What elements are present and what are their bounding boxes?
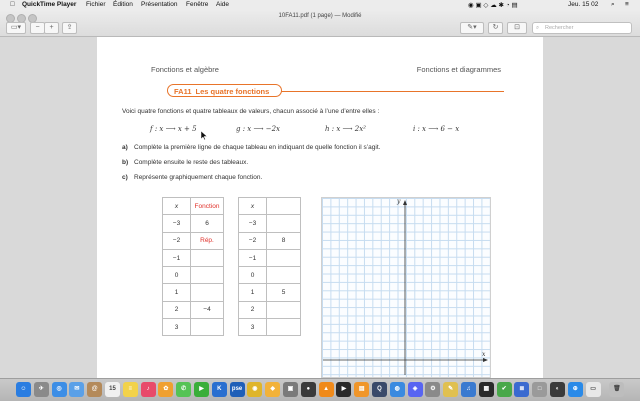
section-title-pill bbox=[167, 84, 282, 97]
table-cell-function-label[interactable] bbox=[267, 198, 301, 215]
question-letter: b) bbox=[122, 159, 129, 166]
menu-app-name[interactable]: QuickTime Player bbox=[22, 1, 77, 8]
function-i: i : x ⟶ 6 − x bbox=[413, 125, 460, 133]
dock-app-blue-icon[interactable]: ≣ bbox=[514, 382, 529, 397]
graph-axes bbox=[321, 197, 491, 378]
dock-app-gray-icon[interactable]: □ bbox=[532, 382, 547, 397]
dock-calendar-icon[interactable]: 15 bbox=[105, 382, 120, 397]
function-g: g : x ⟶ −2x bbox=[236, 125, 280, 133]
function-f: f : x ⟶ x + 5 bbox=[150, 125, 197, 133]
dock-camera-icon[interactable]: ● bbox=[301, 382, 316, 397]
table-row bbox=[163, 284, 224, 301]
dock-launchpad-icon[interactable]: ✈ bbox=[34, 382, 49, 397]
question-text: Complète la première ligne de chaque tableau en indiquant de quelle fonction il s’agit. bbox=[134, 144, 381, 151]
table-cell: x bbox=[239, 198, 267, 215]
dock-app-dark-icon[interactable]: ◐ bbox=[550, 382, 565, 397]
dock-activity-icon[interactable]: ▦ bbox=[479, 382, 494, 397]
table-row bbox=[239, 215, 301, 232]
question-a bbox=[122, 144, 380, 151]
table-row bbox=[239, 267, 301, 284]
table-cell[interactable]: 5 bbox=[267, 284, 301, 301]
table-row bbox=[163, 267, 224, 284]
x-axis-label: x bbox=[482, 351, 486, 358]
table-cell: 3 bbox=[239, 319, 267, 336]
table-cell[interactable] bbox=[191, 284, 224, 301]
table-row bbox=[239, 284, 301, 301]
menu-aide[interactable]: Aide bbox=[216, 1, 230, 8]
table-cell[interactable] bbox=[267, 319, 301, 336]
table-row bbox=[163, 232, 224, 249]
table-cell[interactable] bbox=[191, 267, 224, 284]
dock-app-green-icon[interactable]: ✔ bbox=[497, 382, 512, 397]
dock-facetime-icon[interactable]: ▶ bbox=[194, 382, 209, 397]
question-b bbox=[122, 159, 248, 166]
dock-finder-icon[interactable]: ☺ bbox=[16, 382, 31, 397]
table-cell: 1 bbox=[239, 284, 267, 301]
table-row bbox=[163, 215, 224, 232]
value-table-2 bbox=[238, 197, 301, 336]
table-cell: 2 bbox=[239, 301, 267, 318]
table-row bbox=[163, 198, 224, 215]
table-row bbox=[239, 319, 301, 336]
table-cell-function-label[interactable]: Fonction bbox=[191, 198, 224, 215]
question-c bbox=[122, 174, 262, 181]
table-row bbox=[239, 232, 301, 249]
mouse-cursor-icon bbox=[201, 131, 207, 140]
dock-mail-icon[interactable]: ✉ bbox=[69, 382, 84, 397]
table-cell: −1 bbox=[239, 249, 267, 266]
table-cell: x bbox=[163, 198, 191, 215]
search-input[interactable] bbox=[532, 22, 632, 34]
section-code: FA11 bbox=[174, 87, 192, 96]
dock-chrome-icon[interactable]: ◉ bbox=[247, 382, 262, 397]
dock-vlc-icon[interactable]: ▲ bbox=[319, 382, 334, 397]
search-icon: ⌕ bbox=[536, 25, 540, 31]
table-cell: 0 bbox=[239, 267, 267, 284]
table-cell[interactable]: 6 bbox=[191, 215, 224, 232]
table-cell[interactable]: 8 bbox=[267, 232, 301, 249]
table-cell[interactable] bbox=[191, 249, 224, 266]
table-cell: −1 bbox=[163, 249, 191, 266]
clock[interactable]: Jeu. 15 02 bbox=[568, 1, 599, 8]
table-cell[interactable] bbox=[267, 249, 301, 266]
table-cell-answer[interactable]: Rép. bbox=[191, 232, 224, 249]
dock-music2-icon[interactable]: ♫ bbox=[461, 382, 476, 397]
apple-menu-icon[interactable] bbox=[10, 1, 15, 8]
question-text: Représente graphiquement chaque fonction. bbox=[134, 174, 263, 181]
dock-pencil-icon[interactable]: ✎ bbox=[443, 382, 458, 397]
dock bbox=[0, 378, 640, 401]
header-right: Fonctions et diagrammes bbox=[416, 65, 501, 74]
dock-contacts-icon[interactable]: @ bbox=[87, 382, 102, 397]
table-cell[interactable]: −4 bbox=[191, 301, 224, 318]
canvas-left-margin bbox=[0, 37, 97, 378]
table-cell[interactable] bbox=[267, 215, 301, 232]
menu-presentation[interactable]: Présentation bbox=[141, 1, 178, 8]
table-cell: −2 bbox=[239, 232, 267, 249]
table-row bbox=[239, 301, 301, 318]
question-letter: c) bbox=[122, 174, 128, 181]
table-row bbox=[163, 249, 224, 266]
rotate-icon[interactable]: ↻ bbox=[488, 22, 503, 34]
notification-center-icon[interactable]: ≡ bbox=[625, 1, 629, 8]
table-row bbox=[163, 301, 224, 318]
table-row bbox=[239, 249, 301, 266]
table-cell: 1 bbox=[163, 284, 191, 301]
dock-safari2-icon[interactable]: ◍ bbox=[390, 382, 405, 397]
table-cell: −3 bbox=[239, 215, 267, 232]
y-axis-label: y bbox=[397, 198, 401, 205]
dock-safari-icon[interactable]: ◎ bbox=[52, 382, 67, 397]
intro-text: Voici quatre fonctions et quatre tableaux de valeurs, chacun associé à l’une d’entre elles : bbox=[122, 108, 380, 115]
window-toolbar bbox=[0, 10, 640, 37]
dock-photos-icon[interactable]: ✿ bbox=[158, 382, 173, 397]
zoom-out-icon[interactable]: − bbox=[30, 22, 45, 34]
dock-music-icon[interactable]: ♪ bbox=[141, 382, 156, 397]
dock-keynote-icon[interactable]: K bbox=[212, 382, 227, 397]
dock-books-icon[interactable]: ▤ bbox=[354, 382, 369, 397]
header-left: Fonctions et algèbre bbox=[151, 65, 219, 74]
dock-pse-icon[interactable]: pse bbox=[230, 382, 245, 397]
table-row bbox=[163, 319, 224, 336]
menu-fichier[interactable]: Fichier bbox=[86, 1, 106, 8]
table-cell[interactable] bbox=[191, 319, 224, 336]
dock-messages-icon[interactable]: ✆ bbox=[176, 382, 191, 397]
table-cell[interactable] bbox=[267, 267, 301, 284]
graph-grid[interactable] bbox=[321, 197, 491, 378]
status-icons[interactable]: ◉ ▣ ◇ ☁ ✱ ◔ ▤ bbox=[468, 2, 518, 9]
menu-fenetre[interactable]: Fenêtre bbox=[186, 1, 209, 8]
table-cell: 2 bbox=[163, 301, 191, 318]
table-cell: −3 bbox=[163, 215, 191, 232]
window-title: 10FA11.pdf (1 page) — Modifié bbox=[278, 13, 362, 19]
table-cell: 3 bbox=[163, 319, 191, 336]
dock-quicktime-icon[interactable]: Q bbox=[372, 382, 387, 397]
value-table-1 bbox=[162, 197, 224, 336]
dock-preview-icon[interactable]: ▣ bbox=[283, 382, 298, 397]
dock-app-blue2-icon[interactable]: ⊕ bbox=[568, 382, 583, 397]
menu-edition[interactable]: Édition bbox=[113, 1, 133, 8]
search-placeholder: Rechercher bbox=[545, 25, 574, 31]
section-title: Les quatre fonctions bbox=[195, 87, 270, 96]
markup-toolbox-icon[interactable]: ⊡ bbox=[507, 22, 527, 34]
table-cell: −2 bbox=[163, 232, 191, 249]
sidebar-toggle-icon[interactable]: ▭▾ bbox=[6, 22, 26, 34]
dock-discord-icon[interactable]: ◈ bbox=[408, 382, 423, 397]
dock-video-icon[interactable]: ▶ bbox=[336, 382, 351, 397]
table-cell[interactable] bbox=[267, 301, 301, 318]
dock-trash-icon[interactable]: 🗑 bbox=[609, 382, 624, 397]
pdf-page[interactable] bbox=[97, 37, 543, 378]
zoom-in-icon[interactable]: + bbox=[44, 22, 59, 34]
question-text: Complète ensuite le reste des tableaux. bbox=[134, 159, 249, 166]
function-h: h : x ⟶ 2x² bbox=[325, 125, 366, 133]
dock-notes-icon[interactable]: ≡ bbox=[123, 382, 138, 397]
question-letter: a) bbox=[122, 144, 128, 151]
canvas-right-margin bbox=[543, 37, 640, 378]
dock-sketch-icon[interactable]: ◆ bbox=[265, 382, 280, 397]
table-cell: 0 bbox=[163, 267, 191, 284]
share-icon[interactable]: ⇪ bbox=[62, 22, 77, 34]
dock-app-light-icon[interactable]: ▭ bbox=[586, 382, 601, 397]
markup-pen-icon[interactable]: ✎▾ bbox=[460, 22, 484, 34]
spotlight-icon[interactable]: ⌕ bbox=[611, 1, 615, 8]
dock-settings-icon[interactable]: ⚙ bbox=[425, 382, 440, 397]
table-row bbox=[239, 198, 301, 215]
